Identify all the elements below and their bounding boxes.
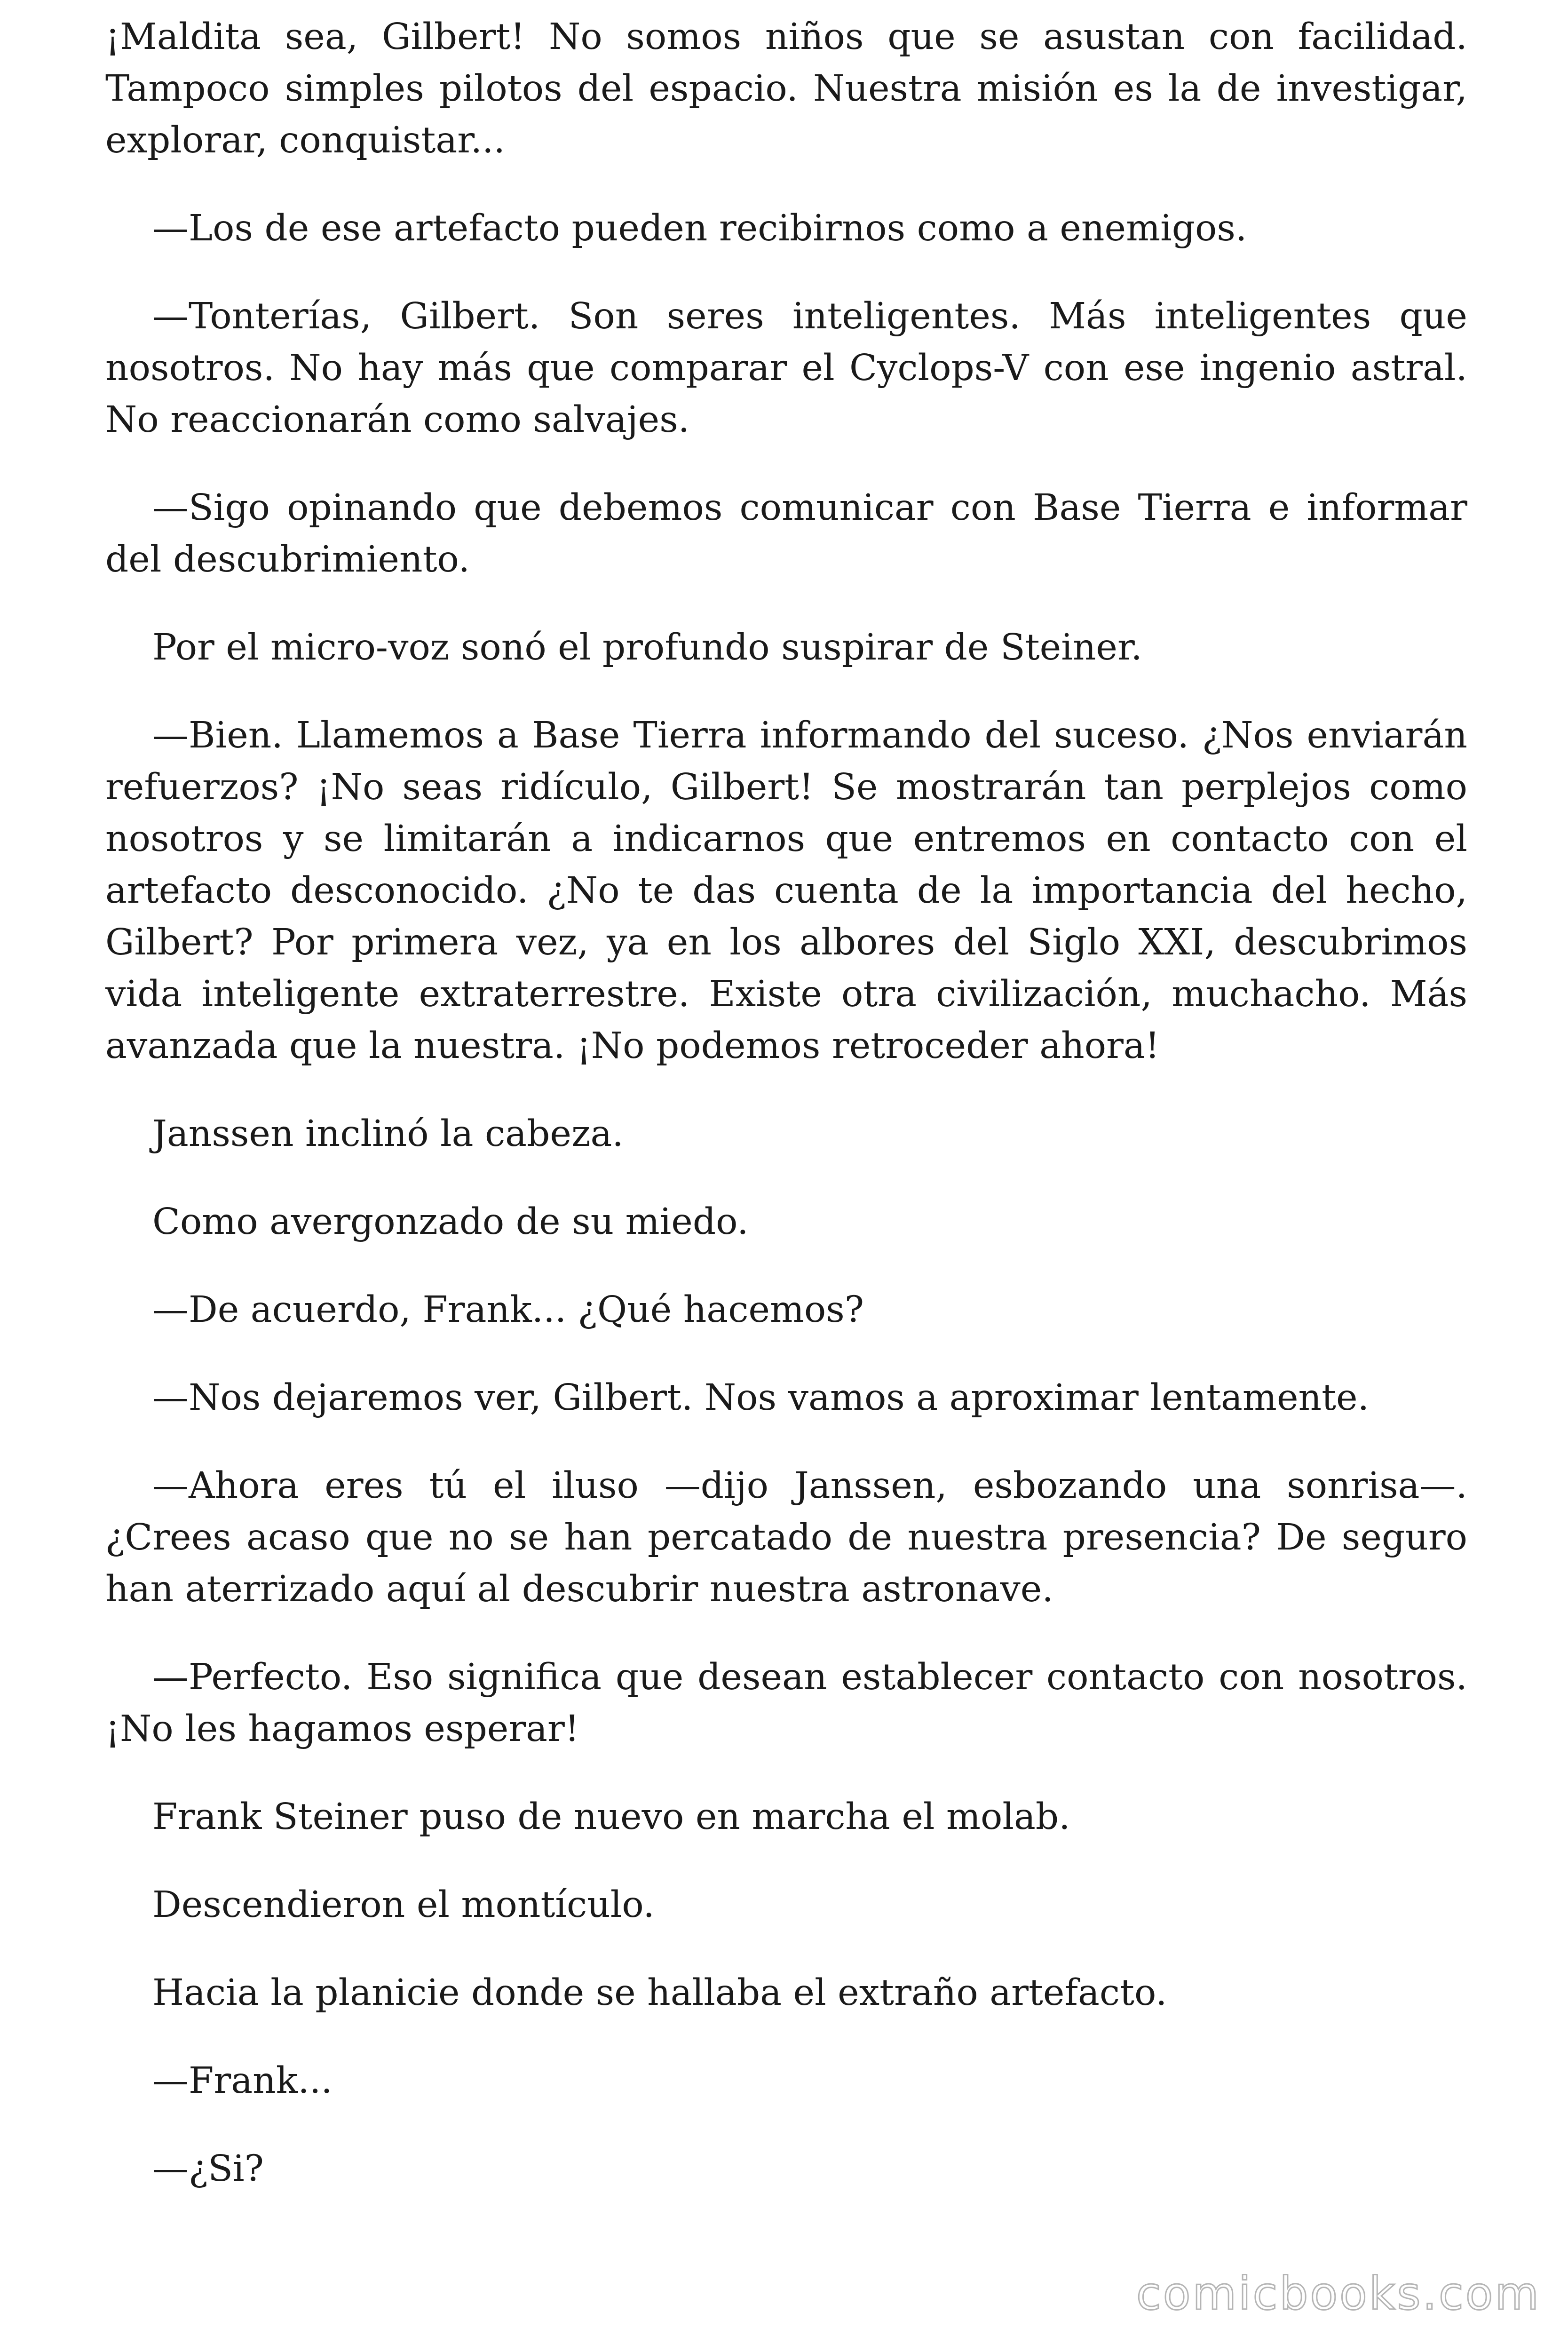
paragraph: Hacia la planicie donde se hallaba el extraño artefacto.	[152, 1972, 1167, 2014]
paragraph: —Perfecto. Eso significa que desean establecer contacto con nosotros. ¡No les hagamos esperar!	[105, 1656, 1467, 1750]
paragraph: —Ahora eres tú el iluso —dijo Janssen, esbozando una sonrisa—. ¿Crees acaso que no se han percatado de nuestra presencia? De seguro han aterrizado aquí al descubrir nuestra astronave.	[105, 1465, 1467, 1610]
paragraph: Por el micro-voz sonó el profundo suspirar de Steiner.	[152, 627, 1142, 668]
paragraph: —Sigo opinando que debemos comunicar con Base Tierra e informar del descubrimiento.	[105, 487, 1467, 580]
paragraph: —Nos dejaremos ver, Gilbert. Nos vamos a aproximar lentamente.	[152, 1377, 1370, 1419]
paragraph: —Frank...	[152, 2060, 333, 2102]
paragraph: Como avergonzado de su miedo.	[152, 1201, 749, 1243]
watermark-logo: comicbooks.com	[1136, 2267, 1541, 2320]
paragraph: —Los de ese artefacto pueden recibirnos como a enemigos.	[152, 207, 1247, 249]
paragraph: —¿Si?	[152, 2148, 264, 2190]
paragraph: —De acuerdo, Frank... ¿Qué hacemos?	[152, 1289, 864, 1331]
paragraph: ¡Maldita sea, Gilbert! No somos niños que se asustan con facilidad. Tampoco simples pilotos del espacio. Nuestra misión es la de investigar, explorar, conquistar...	[105, 16, 1467, 161]
paragraph: Janssen inclinó la cabeza.	[152, 1113, 624, 1155]
paragraph: Descendieron el montículo.	[152, 1884, 655, 1926]
page-text-body	[105, 11, 1467, 2231]
paragraph: Frank Steiner puso de nuevo en marcha el molab.	[152, 1796, 1070, 1838]
paragraph: —Bien. Llamemos a Base Tierra informando del suceso. ¿Nos enviarán refuerzos? ¡No seas ridículo, Gilbert! Se mostrarán tan perplejos como nosotros y se limitarán a indicarnos que entremos en contacto con el artefacto desconocido. ¿No te das cuenta de la importancia del hecho, Gilbert? Por primera vez, ya en los albores del Siglo XXI, descubrimos vida inteligente extraterrestre. Existe otra civilización, muchacho. Más avanzada que la nuestra. ¡No podemos retroceder ahora!	[105, 715, 1467, 1067]
paragraph: —Tonterías, Gilbert. Son seres inteligentes. Más inteligentes que nosotros. No hay más que comparar el Cyclops-V con ese ingenio astral. No reaccionarán como salvajes.	[105, 295, 1467, 441]
